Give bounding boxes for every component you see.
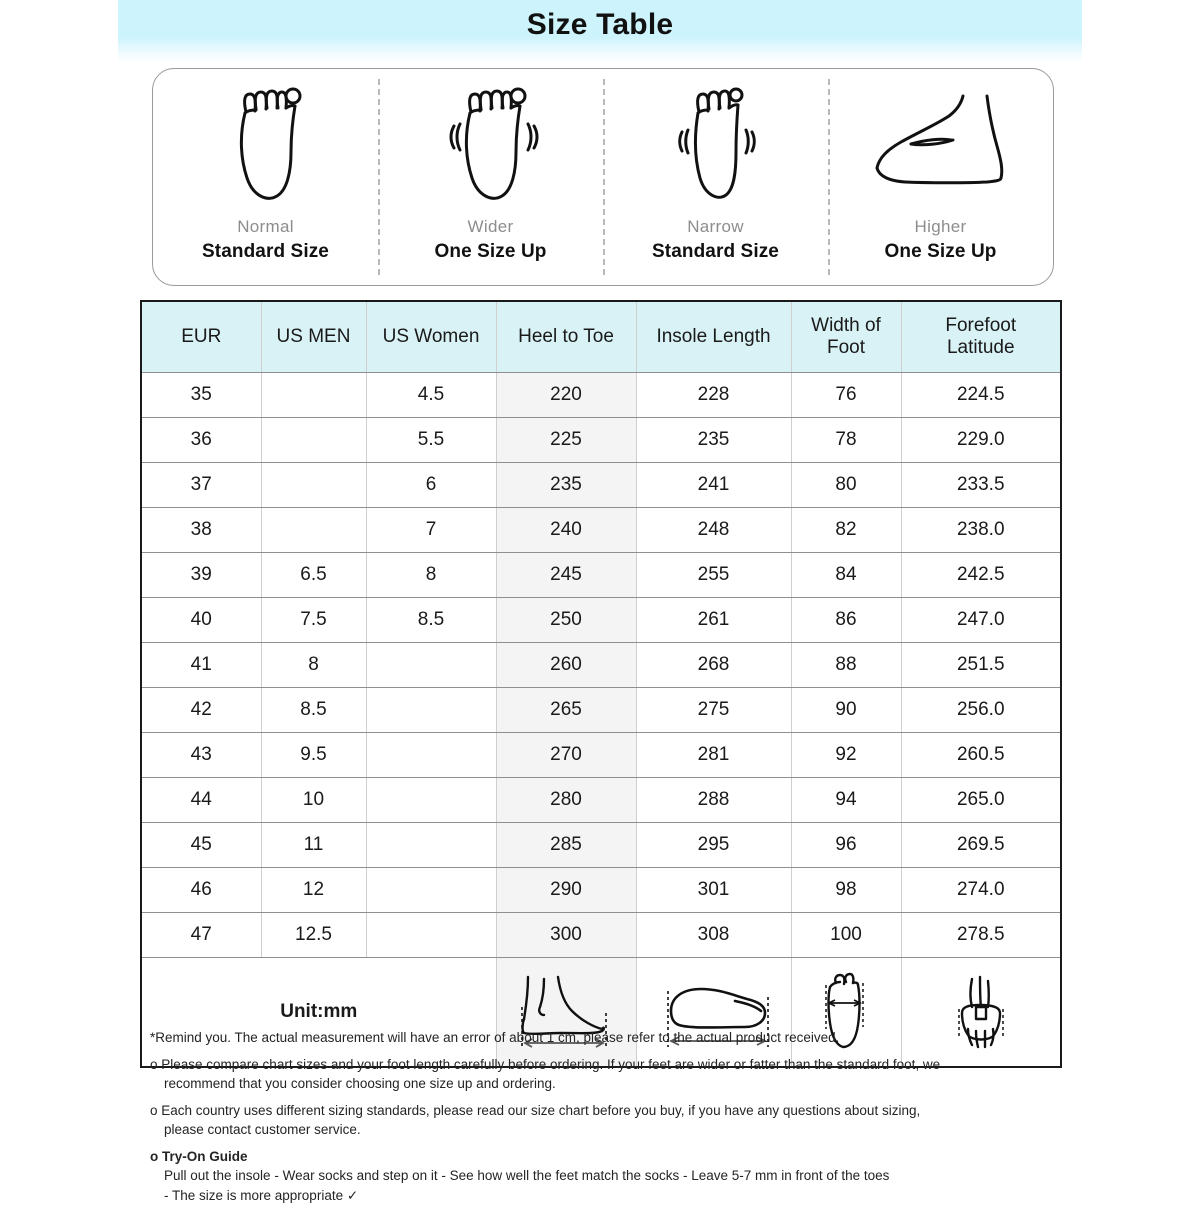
- cell-us-women: 5.5: [366, 418, 496, 463]
- foot-top-wider-icon: [442, 81, 540, 209]
- foot-top-narrow-icon: [668, 81, 764, 209]
- cell-forefoot-latitude: 265.0: [901, 778, 1061, 823]
- cell-eur: 45: [141, 823, 261, 868]
- cell-heel-to-toe: 225: [496, 418, 636, 463]
- foot-type-wider: [378, 69, 603, 285]
- cell-us-women: [366, 913, 496, 958]
- page-title: Size Table: [526, 8, 674, 41]
- cell-width-of-foot: 78: [791, 418, 901, 463]
- table-body: [141, 373, 1061, 958]
- cell-us-men: [261, 418, 366, 463]
- cell-eur: 43: [141, 733, 261, 778]
- cell-us-men: 8.5: [261, 688, 366, 733]
- cell-us-men: [261, 463, 366, 508]
- foot-type-normal: [153, 69, 378, 285]
- note-try-on-guide: [150, 1147, 1070, 1206]
- foot-type-panel: [152, 68, 1054, 286]
- cell-width-of-foot: 92: [791, 733, 901, 778]
- column-header-width-of-foot: Width of Foot: [791, 301, 901, 373]
- cell-forefoot-latitude: 278.5: [901, 913, 1061, 958]
- cell-width-of-foot: 80: [791, 463, 901, 508]
- note-line: o Please compare chart sizes and your foot length carefully before ordering. If your feet are wider or fatter than the standard foot, we: [150, 1056, 941, 1072]
- notes-section: [150, 1028, 1070, 1213]
- cell-forefoot-latitude: 229.0: [901, 418, 1061, 463]
- cell-eur: 40: [141, 598, 261, 643]
- cell-width-of-foot: 86: [791, 598, 901, 643]
- foot-type-advice: One Size Up: [434, 241, 547, 262]
- unit-label: Unit:mm: [141, 958, 496, 1068]
- cell-width-of-foot: 90: [791, 688, 901, 733]
- cell-us-women: 8.5: [366, 598, 496, 643]
- cell-width-of-foot: 94: [791, 778, 901, 823]
- table-row: [141, 553, 1061, 598]
- cell-insole-length: 268: [636, 643, 791, 688]
- column-header-insole-length: Insole Length: [636, 301, 791, 373]
- table-row: [141, 868, 1061, 913]
- note-line: recommend that you consider choosing one size up and ordering.: [164, 1076, 556, 1092]
- cell-us-men: 9.5: [261, 733, 366, 778]
- foot-type-label: Higher: [914, 217, 967, 236]
- column-header-us-women: US Women: [366, 301, 496, 373]
- note-remind: *Remind you. The actual measurement will have an error of about 1 cm, please refer to the actual product received.: [150, 1030, 840, 1045]
- size-table: [140, 300, 1062, 1068]
- cell-heel-to-toe: 285: [496, 823, 636, 868]
- foot-type-advice: Standard Size: [652, 241, 779, 262]
- cell-forefoot-latitude: 274.0: [901, 868, 1061, 913]
- cell-eur: 36: [141, 418, 261, 463]
- note-compare-sizes: [150, 1055, 1070, 1094]
- table-row: [141, 688, 1061, 733]
- cell-us-women: 7: [366, 508, 496, 553]
- cell-us-women: 6: [366, 463, 496, 508]
- column-header-us-men: US MEN: [261, 301, 366, 373]
- cell-us-women: [366, 688, 496, 733]
- cell-heel-to-toe: 280: [496, 778, 636, 823]
- cell-forefoot-latitude: 260.5: [901, 733, 1061, 778]
- cell-width-of-foot: 82: [791, 508, 901, 553]
- table-header: [141, 301, 1061, 373]
- cell-us-women: [366, 823, 496, 868]
- foot-type-narrow: [603, 69, 828, 285]
- cell-us-women: 8: [366, 553, 496, 598]
- cell-us-men: [261, 373, 366, 418]
- cell-forefoot-latitude: 251.5: [901, 643, 1061, 688]
- cell-heel-to-toe: 240: [496, 508, 636, 553]
- cell-forefoot-latitude: 224.5: [901, 373, 1061, 418]
- cell-us-men: 12: [261, 868, 366, 913]
- cell-eur: 47: [141, 913, 261, 958]
- cell-width-of-foot: 88: [791, 643, 901, 688]
- cell-insole-length: 228: [636, 373, 791, 418]
- cell-heel-to-toe: 265: [496, 688, 636, 733]
- cell-heel-to-toe: 260: [496, 643, 636, 688]
- table-row: [141, 373, 1061, 418]
- cell-insole-length: 235: [636, 418, 791, 463]
- table-row: [141, 418, 1061, 463]
- note-line: - The size is more appropriate ✓: [164, 1187, 359, 1203]
- column-header-eur: EUR: [141, 301, 261, 373]
- cell-forefoot-latitude: 238.0: [901, 508, 1061, 553]
- table-row: [141, 778, 1061, 823]
- cell-us-men: 12.5: [261, 913, 366, 958]
- cell-forefoot-latitude: 233.5: [901, 463, 1061, 508]
- note-country-standards: [150, 1101, 1070, 1140]
- cell-us-men: 10: [261, 778, 366, 823]
- cell-insole-length: 288: [636, 778, 791, 823]
- cell-heel-to-toe: 290: [496, 868, 636, 913]
- table-row: [141, 508, 1061, 553]
- cell-eur: 44: [141, 778, 261, 823]
- cell-us-women: [366, 733, 496, 778]
- cell-insole-length: 261: [636, 598, 791, 643]
- cell-width-of-foot: 84: [791, 553, 901, 598]
- cell-us-men: 8: [261, 643, 366, 688]
- cell-us-men: 7.5: [261, 598, 366, 643]
- foot-type-advice: One Size Up: [884, 241, 997, 262]
- cell-insole-length: 301: [636, 868, 791, 913]
- cell-eur: 35: [141, 373, 261, 418]
- cell-eur: 42: [141, 688, 261, 733]
- foot-type-higher: [828, 69, 1053, 285]
- cell-heel-to-toe: 220: [496, 373, 636, 418]
- cell-insole-length: 281: [636, 733, 791, 778]
- cell-width-of-foot: 76: [791, 373, 901, 418]
- header-row: [141, 301, 1061, 373]
- cell-forefoot-latitude: 242.5: [901, 553, 1061, 598]
- foot-type-label: Normal: [237, 217, 294, 236]
- table-row: [141, 643, 1061, 688]
- cell-insole-length: 275: [636, 688, 791, 733]
- cell-heel-to-toe: 235: [496, 463, 636, 508]
- cell-insole-length: 255: [636, 553, 791, 598]
- note-title: o Try-On Guide: [150, 1148, 248, 1164]
- note-line: please contact customer service.: [164, 1122, 361, 1138]
- note-line: Pull out the insole - Wear socks and step on it - See how well the feet match the socks - Leave 5-7 mm in front of the toes: [164, 1168, 890, 1184]
- cell-us-women: [366, 778, 496, 823]
- cell-insole-length: 241: [636, 463, 791, 508]
- table-row: [141, 598, 1061, 643]
- cell-us-women: 4.5: [366, 373, 496, 418]
- cell-eur: 37: [141, 463, 261, 508]
- cell-heel-to-toe: 250: [496, 598, 636, 643]
- cell-heel-to-toe: 300: [496, 913, 636, 958]
- table-row: [141, 733, 1061, 778]
- cell-width-of-foot: 98: [791, 868, 901, 913]
- cell-insole-length: 308: [636, 913, 791, 958]
- foot-type-label: Wider: [467, 217, 514, 236]
- cell-us-men: [261, 508, 366, 553]
- cell-us-men: 6.5: [261, 553, 366, 598]
- cell-width-of-foot: 96: [791, 823, 901, 868]
- foot-type-label: Narrow: [687, 217, 744, 236]
- cell-eur: 38: [141, 508, 261, 553]
- cell-us-women: [366, 868, 496, 913]
- cell-forefoot-latitude: 247.0: [901, 598, 1061, 643]
- cell-us-women: [366, 643, 496, 688]
- cell-heel-to-toe: 245: [496, 553, 636, 598]
- cell-eur: 46: [141, 868, 261, 913]
- foot-side-higher-icon: [867, 81, 1015, 209]
- table-row: [141, 823, 1061, 868]
- cell-forefoot-latitude: 256.0: [901, 688, 1061, 733]
- cell-insole-length: 248: [636, 508, 791, 553]
- cell-width-of-foot: 100: [791, 913, 901, 958]
- banner: [118, 0, 1082, 62]
- column-header-forefoot-latitude: Forefoot Latitude: [901, 301, 1061, 373]
- cell-forefoot-latitude: 269.5: [901, 823, 1061, 868]
- cell-eur: 39: [141, 553, 261, 598]
- column-header-heel-to-toe: Heel to Toe: [496, 301, 636, 373]
- cell-insole-length: 295: [636, 823, 791, 868]
- cell-us-men: 11: [261, 823, 366, 868]
- table-row: [141, 913, 1061, 958]
- table-row: [141, 463, 1061, 508]
- note-line: o Each country uses different sizing standards, please read our size chart before you buy, if you have any questions about sizing,: [150, 1102, 921, 1118]
- cell-heel-to-toe: 270: [496, 733, 636, 778]
- foot-type-advice: Standard Size: [202, 241, 329, 262]
- foot-top-normal-icon: [223, 81, 309, 209]
- cell-eur: 41: [141, 643, 261, 688]
